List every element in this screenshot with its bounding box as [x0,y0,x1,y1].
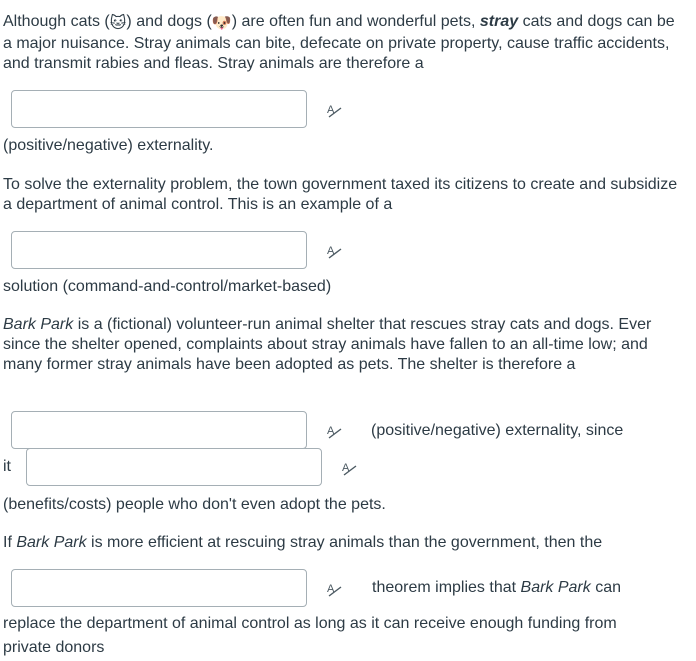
q1-text-part: cats and dogs can be a major nuisance. Stray animals can bite, defecate on private property, cause traffic accidents, and transmit rabies and fleas. Stray animals are therefore a [3,13,675,72]
question-1-after: (positive/negative) externality. [3,137,214,154]
question-4-inline [372,578,621,598]
question-4-text [3,533,683,553]
spellcheck-icon[interactable] [325,580,343,598]
answer-blank-4[interactable] [26,448,322,486]
bark-park-name: Bark Park [520,579,591,596]
cat-emoji-icon: 🐱 [109,15,127,32]
bark-park-name: Bark Park [3,316,74,333]
bark-park-name: Bark Park [16,534,87,551]
q1-text-part: Although cats ( [3,13,110,30]
q4-inline-part: can [590,579,622,596]
question-1-text [3,12,683,74]
q4-text-part: If [3,534,17,551]
q4-text-part: is more efficient at rescuing stray animals than the government, then the [86,534,603,551]
spellcheck-icon[interactable] [325,422,343,440]
question-2-text: To solve the externality problem, the town government taxed its citizens to create and subsidize a department of animal control. This is an example of a [3,176,678,213]
q3-text-part: is a (fictional) volunteer-run animal shelter that rescues stray cats and dogs. Ever since the shelter opened, complaints about stray animals have fallen to an all-time low; and many former stray animals have been adopted as pets. The shelter is therefore a [3,316,652,373]
question-2-after: solution (command-and-control/market-based) [3,278,332,295]
answer-blank-3[interactable] [11,411,307,449]
q1-text-part: ) are often fun and wonderful pets, [231,13,480,30]
answer-blank-1[interactable] [11,90,307,128]
svg-text:A: A [342,462,350,474]
svg-text:A: A [327,583,335,595]
svg-text:A: A [327,245,335,257]
question-3-text [3,315,683,375]
spellcheck-icon[interactable] [325,101,343,119]
svg-text:A: A [327,425,335,437]
answer-blank-5[interactable] [11,569,307,607]
answer-blank-2[interactable] [11,231,307,269]
question-3-inline: (positive/negative) externality, since [371,422,624,439]
dog-emoji-icon: 🐶 [211,15,232,32]
q1-text-part: ) and dogs ( [126,13,212,30]
spellcheck-icon[interactable] [340,459,358,477]
question-3-it: it [3,458,11,475]
svg-text:A: A [327,104,335,116]
question-4-after: replace the department of animal control as long as it can receive enough funding from private donors [3,615,617,656]
q4-inline-part: theorem implies that [372,579,521,596]
stray-emphasis: stray [479,13,519,30]
question-3-after: (benefits/costs) people who don't even adopt the pets. [3,496,386,513]
spellcheck-icon[interactable] [325,242,343,260]
